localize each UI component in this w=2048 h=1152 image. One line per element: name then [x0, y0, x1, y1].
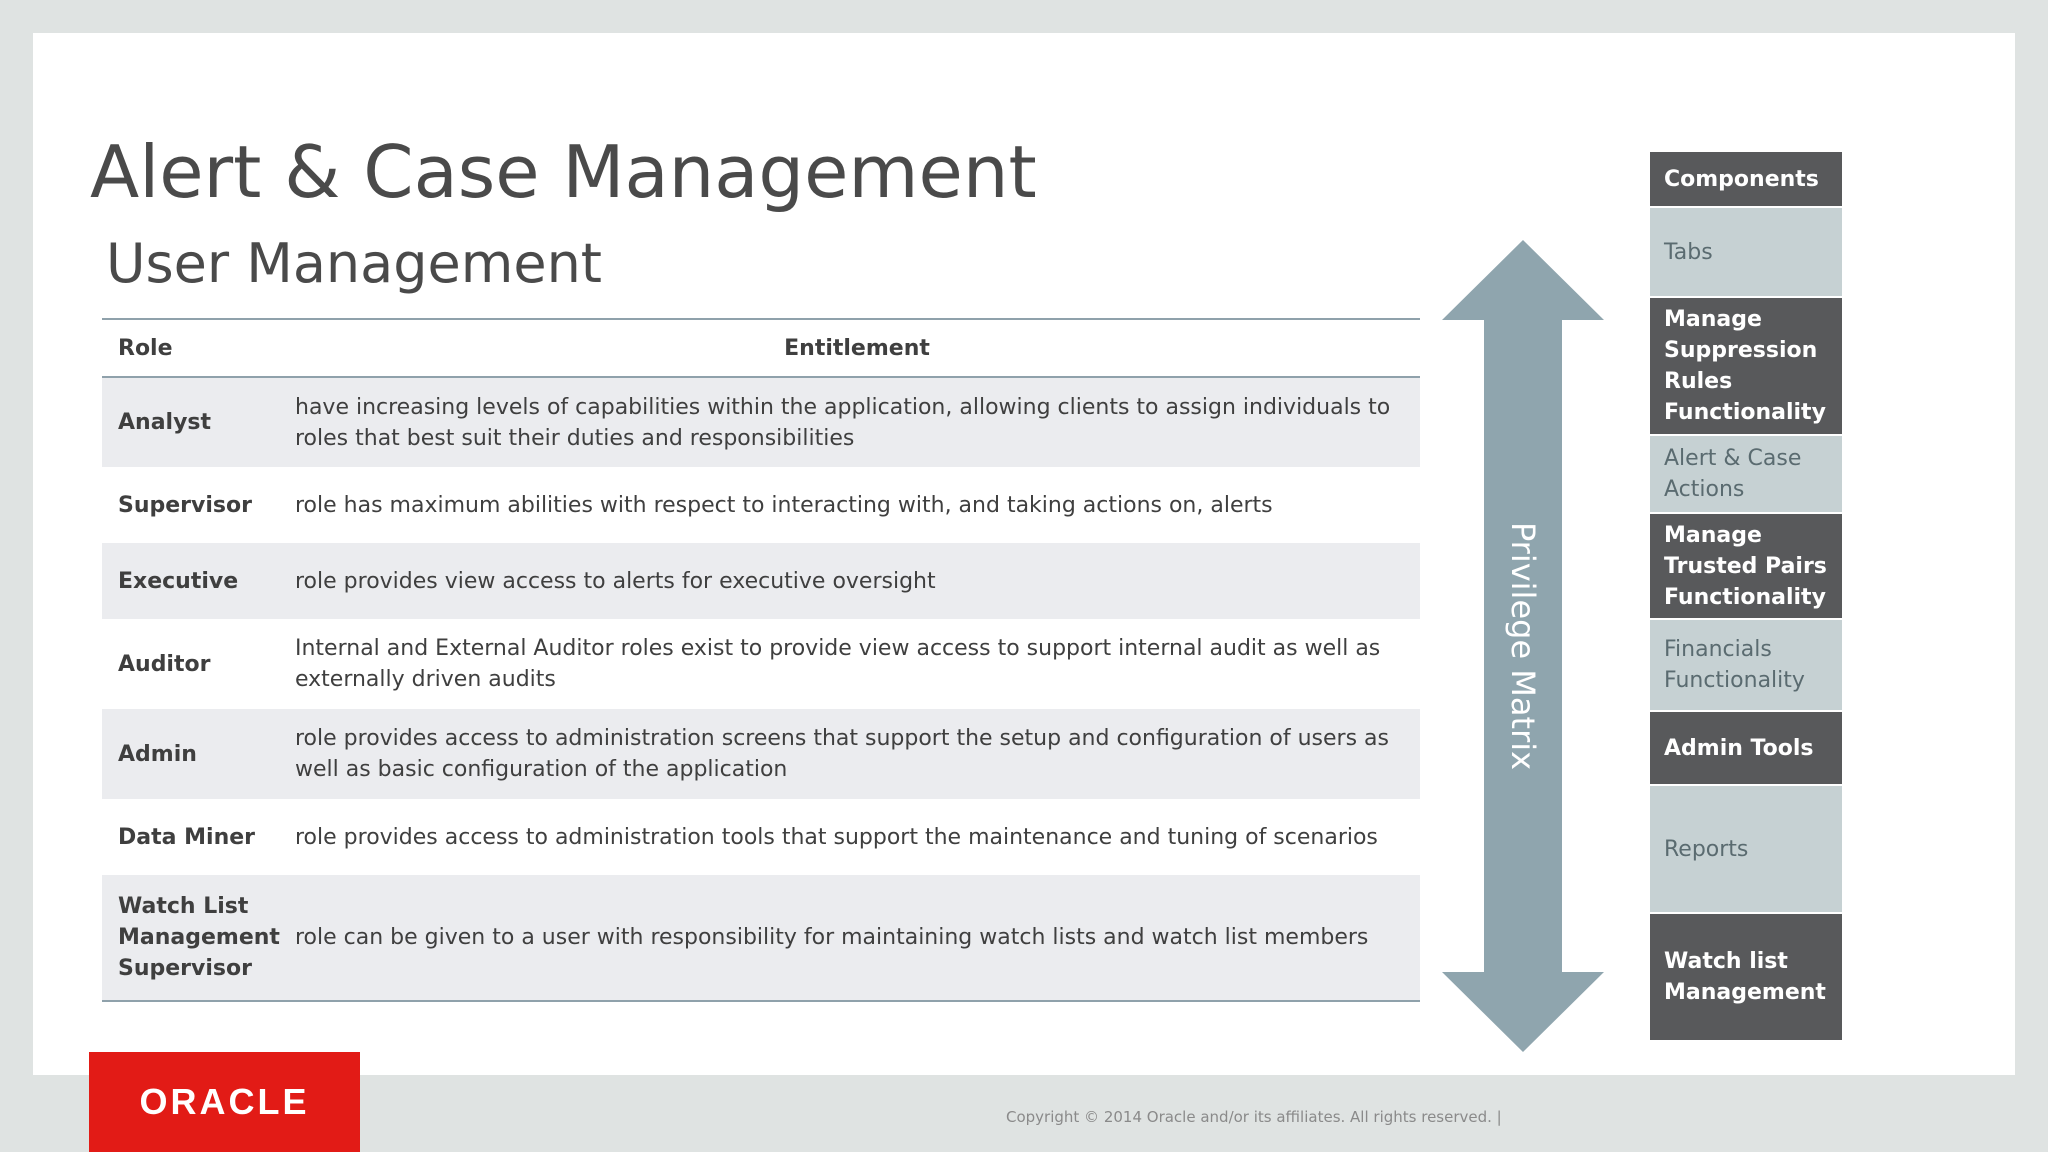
table-row: [102, 543, 1420, 619]
components-column: [1650, 152, 1842, 1040]
role-cell: Analyst: [118, 410, 212, 435]
table-row: [102, 377, 1420, 467]
component-item: Manage Suppression Rules Functionality: [1650, 298, 1842, 436]
entitlement-cell: role provides access to administration screens that support the setup and configuration of users as well as basic configuration of the application: [295, 726, 1389, 782]
oracle-logo-text: ORACLE: [139, 1081, 310, 1122]
roles-table: [102, 318, 1420, 1002]
role-cell: Admin: [118, 741, 197, 767]
table-row: [102, 875, 1420, 1001]
component-item: Manage Trusted Pairs Functionality: [1650, 514, 1842, 620]
role-cell: Auditor: [118, 651, 211, 677]
role-cell: Supervisor: [118, 492, 252, 518]
entitlement-cell: have increasing levels of capabilities within the application, allowing clients to assign individuals to roles that best suit their duties and responsibilities: [295, 394, 1391, 451]
component-item: Financials Functionality: [1650, 620, 1842, 712]
table-row: [102, 799, 1420, 875]
entitlement-cell: role provides access to administration tools that support the maintenance and tuning of scenarios: [295, 824, 1378, 850]
role-cell: Data Miner: [118, 824, 255, 850]
entitlement-cell: Internal and External Auditor roles exist to provide view access to support internal audit as well as externally driven audits: [295, 636, 1381, 692]
component-item: Tabs: [1650, 208, 1842, 298]
entitlement-cell: role can be given to a user with responsibility for maintaining watch lists and watch list members: [295, 925, 1369, 950]
components-header: Components: [1650, 152, 1842, 208]
entitlement-column-header: Entitlement: [294, 319, 1420, 377]
table-row: [102, 619, 1420, 709]
privilege-matrix-label: Privilege Matrix: [1504, 521, 1542, 771]
entitlement-cell: role provides view access to alerts for executive oversight: [295, 568, 936, 594]
table-row: [102, 709, 1420, 799]
table-row: [102, 467, 1420, 543]
role-column-header: Role: [102, 319, 294, 377]
oracle-logo: [89, 1052, 360, 1152]
component-item: Alert & Case Actions: [1650, 436, 1842, 514]
role-cell: Watch List Management Supervisor: [118, 894, 280, 981]
slide-title: Alert & Case Management: [90, 130, 1037, 214]
component-item: Watch list Management: [1650, 914, 1842, 1040]
component-item: Reports: [1650, 786, 1842, 914]
role-cell: Executive: [118, 568, 239, 594]
entitlement-cell: role has maximum abilities with respect to interacting with, and taking actions on, alerts: [295, 492, 1273, 518]
table-header-row: [102, 319, 1420, 377]
component-item: Admin Tools: [1650, 712, 1842, 786]
copyright-text: Copyright © 2014 Oracle and/or its affiliates. All rights reserved. |: [1006, 1108, 1502, 1126]
slide-subtitle: User Management: [106, 232, 602, 295]
